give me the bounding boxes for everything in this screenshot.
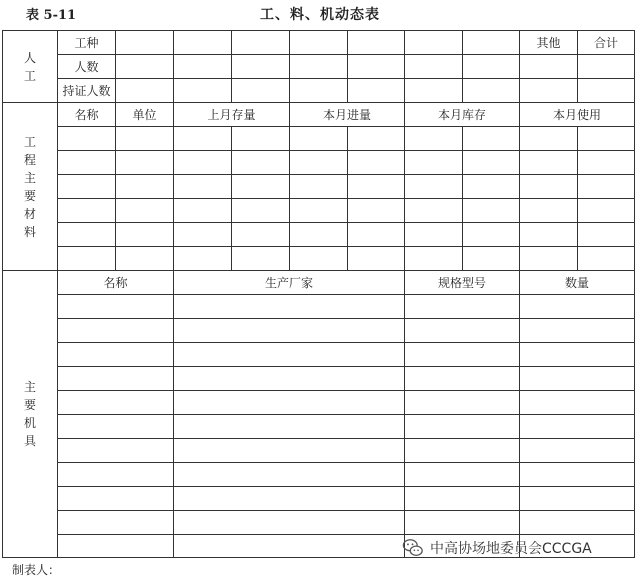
header-unit: 单位: [132, 108, 157, 122]
section-label-labor: 人 工: [23, 50, 36, 83]
page-title: 工、料、机动态表: [260, 7, 380, 23]
row-label-headcount: 人数: [74, 60, 99, 74]
watermark-text: 中高协场地委员会CCCGA: [430, 541, 592, 557]
header-equipment-name: 名称: [103, 276, 128, 290]
section-label-equipment: 主 要 机 具: [23, 380, 36, 448]
header-other: 其他: [536, 36, 561, 50]
table-number: 表 5-11: [26, 8, 77, 23]
watermark: [402, 537, 592, 559]
header-last-month-stock: 上月存量: [207, 108, 256, 122]
row-label-trade: 工种: [74, 36, 99, 50]
header-model-spec: 规格型号: [437, 276, 486, 290]
header-quantity: 数量: [564, 276, 589, 290]
header-month-inventory: 本月库存: [437, 108, 486, 122]
header-total: 合计: [593, 36, 618, 50]
wechat-icon: [402, 537, 424, 559]
header-manufacturer: 生产厂家: [264, 276, 313, 290]
prepared-by-label: 制表人：: [12, 563, 61, 577]
row-label-certified-count: 持证人数: [62, 84, 111, 98]
header-material-name: 名称: [74, 108, 99, 122]
header-month-inflow: 本月进量: [322, 108, 371, 122]
section-label-materials: 工 程 主 要 材 料: [23, 134, 36, 239]
header-month-usage: 本月使用: [552, 108, 601, 122]
